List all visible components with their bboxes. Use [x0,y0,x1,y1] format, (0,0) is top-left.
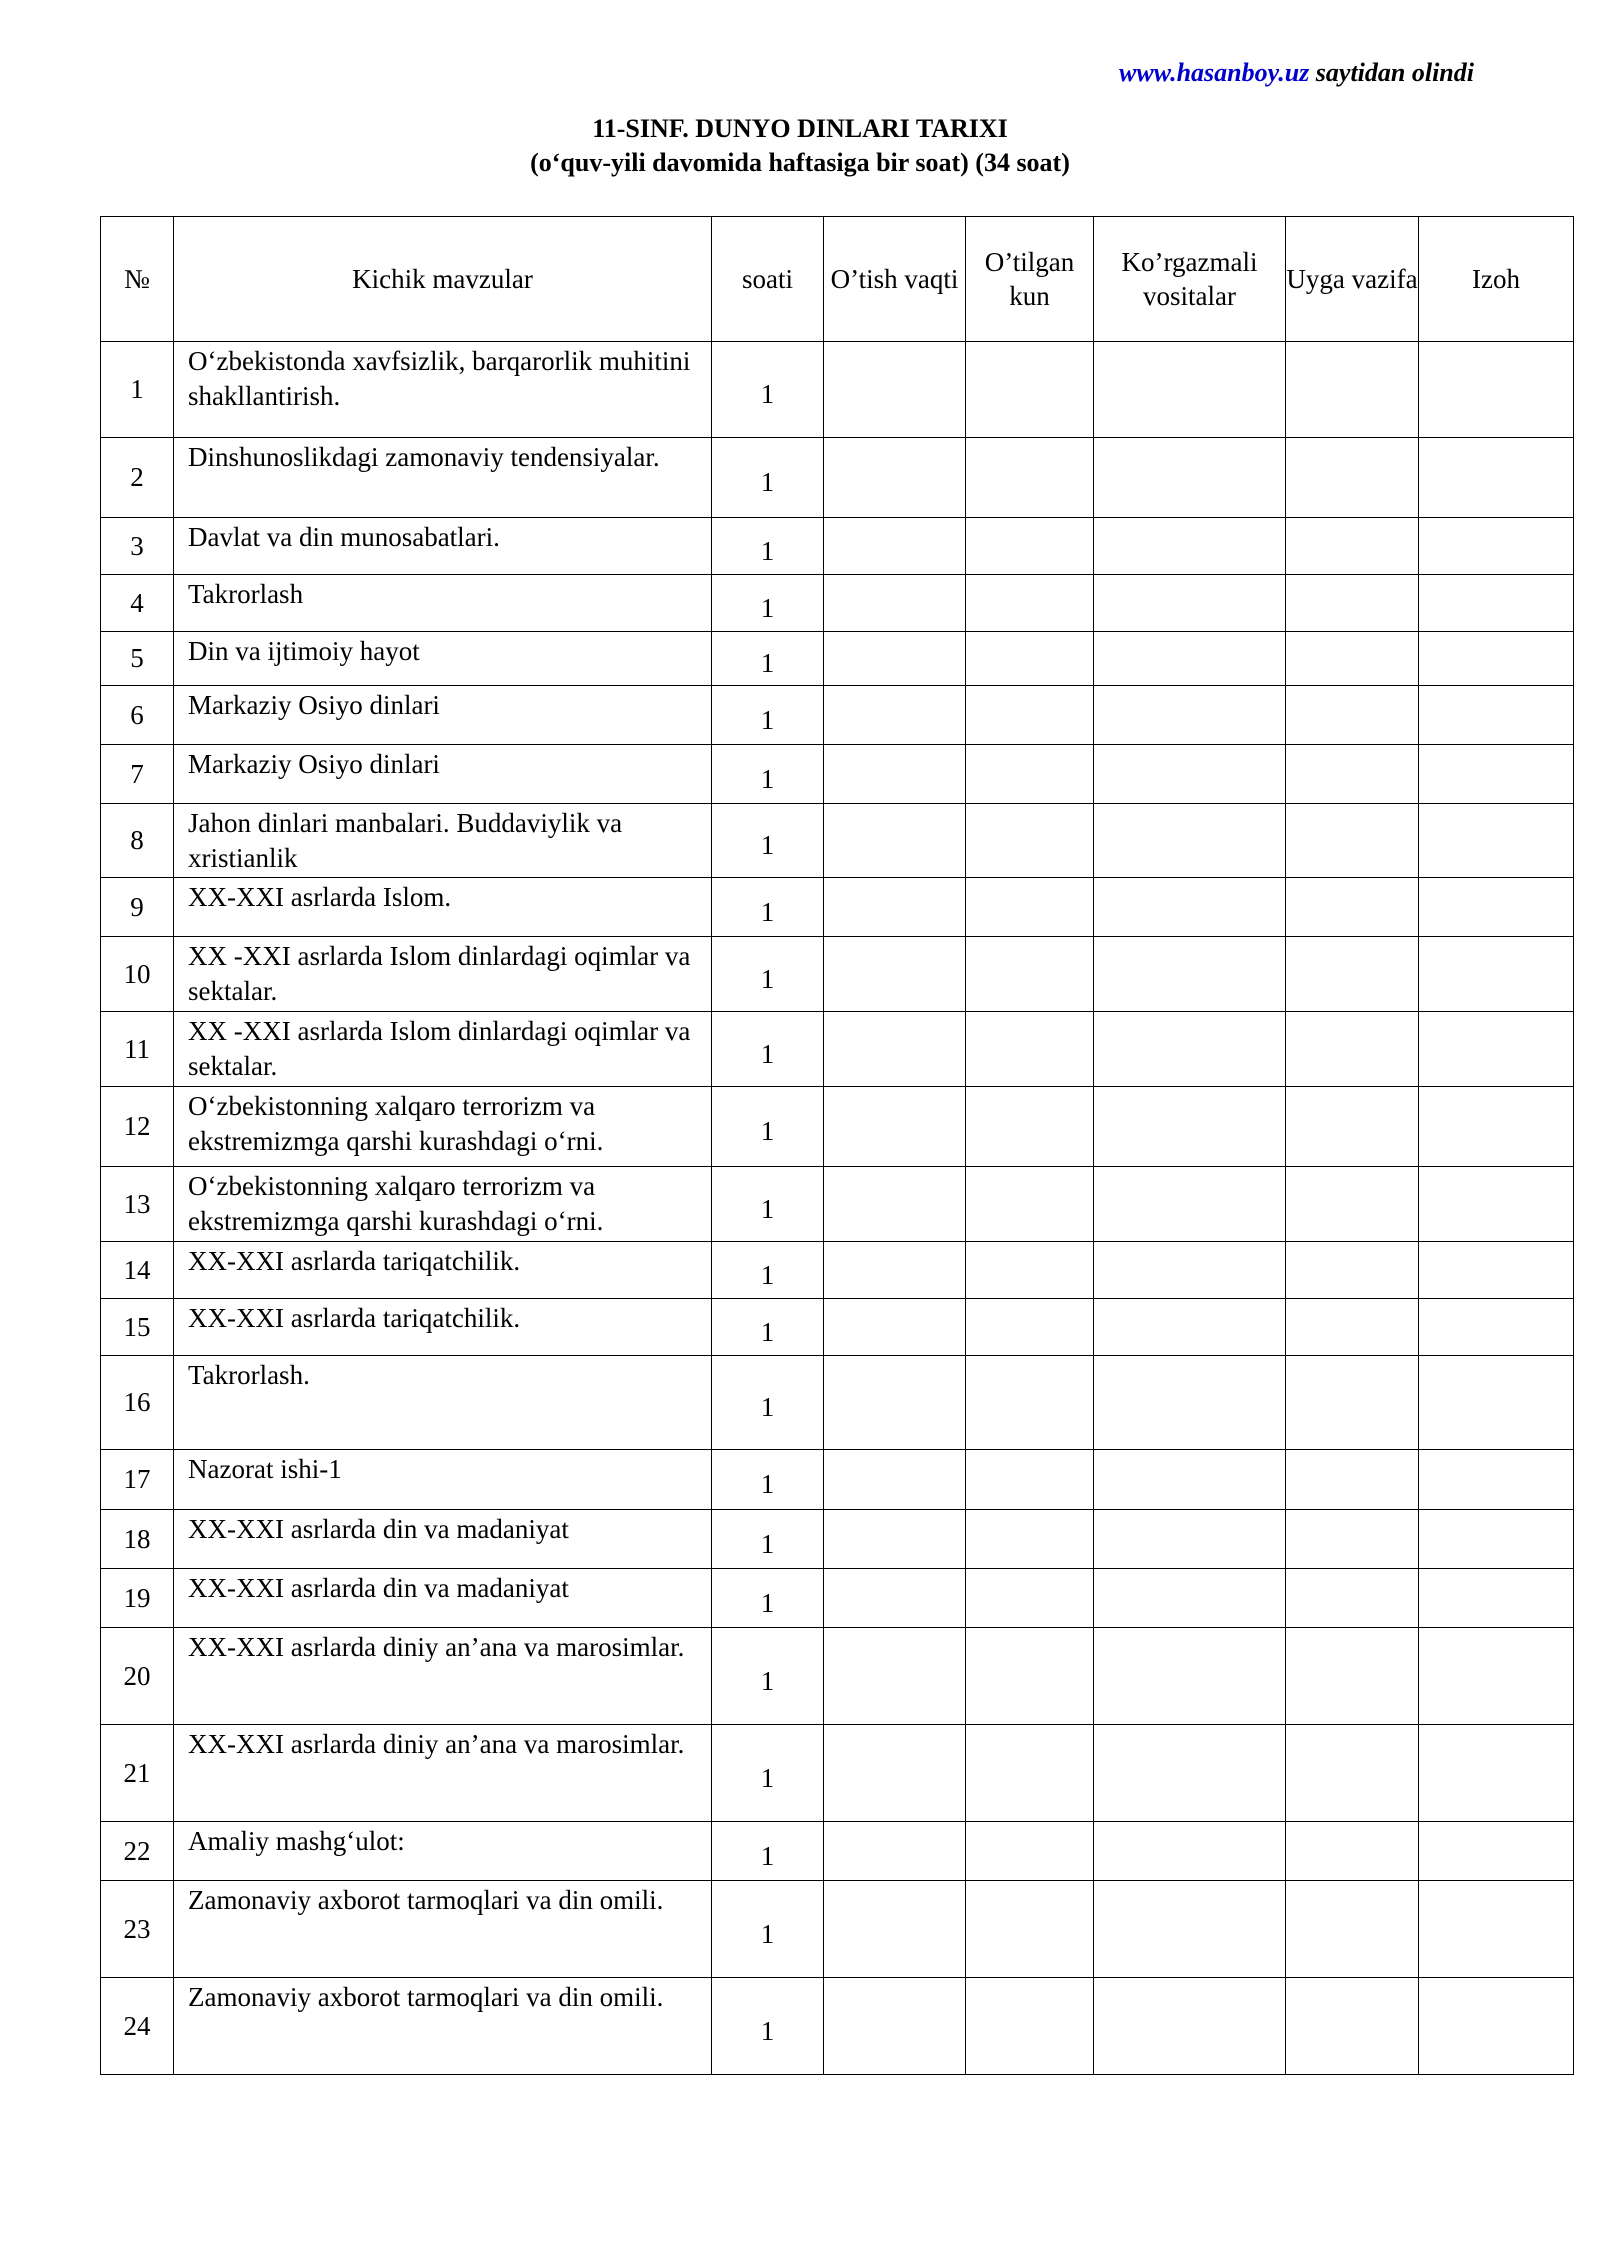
table-row [101,937,1574,1012]
table-row [101,575,1574,632]
table-row [101,1569,1574,1628]
row-topic: O‘zbekistonda xavfsizlik, barqarorlik muhitini shakllantirish. [174,342,712,438]
table-row [101,1628,1574,1725]
row-aids-cell [1094,1510,1286,1569]
row-hours: 1 [712,1628,824,1725]
row-time-cell [824,342,966,438]
row-number: 11 [101,1012,174,1087]
table-row [101,1822,1574,1881]
row-day-cell [966,632,1094,686]
header-aids: Ko’rgazmali vositalar [1094,217,1286,342]
row-time-cell [824,1822,966,1881]
row-day-cell [966,575,1094,632]
row-note-cell [1419,575,1574,632]
row-homework-cell [1286,1569,1419,1628]
row-day-cell [966,1242,1094,1299]
row-hours: 1 [712,1978,824,2075]
row-note-cell [1419,632,1574,686]
row-day-cell [966,438,1094,518]
row-day-cell [966,1510,1094,1569]
row-number: 23 [101,1881,174,1978]
table-row [101,1167,1574,1242]
row-number: 13 [101,1167,174,1242]
header-hours: soati [712,217,824,342]
header-time: O’tish vaqti [824,217,966,342]
row-aids-cell [1094,1087,1286,1167]
row-note-cell [1419,1242,1574,1299]
table-row [101,1012,1574,1087]
row-homework-cell [1286,1510,1419,1569]
row-aids-cell [1094,745,1286,804]
lesson-plan-table [100,216,1574,2075]
table-row [101,1978,1574,2075]
row-topic: XX-XXI asrlarda diniy an’ana va marosimlar. [174,1725,712,1822]
row-aids-cell [1094,342,1286,438]
row-number: 15 [101,1299,174,1356]
header-homework: Uyga vazifa [1286,217,1419,342]
row-hours: 1 [712,575,824,632]
row-day-cell [966,686,1094,745]
row-aids-cell [1094,1167,1286,1242]
row-number: 14 [101,1242,174,1299]
row-day-cell [966,1725,1094,1822]
row-topic: Dinshunoslikdagi zamonaviy tendensiyalar. [174,438,712,518]
row-number: 22 [101,1822,174,1881]
table-row [101,1242,1574,1299]
row-topic: O‘zbekistonning xalqaro terrorizm va ekstremizmga qarshi kurashdagi o‘rni. [174,1167,712,1242]
row-time-cell [824,1725,966,1822]
row-number: 21 [101,1725,174,1822]
row-topic: Zamonaviy axborot tarmoqlari va din omili. [174,1881,712,1978]
row-aids-cell [1094,878,1286,937]
table-row [101,1450,1574,1510]
table-row [101,438,1574,518]
row-aids-cell [1094,1628,1286,1725]
row-time-cell [824,518,966,575]
row-topic: Din va ijtimoiy hayot [174,632,712,686]
row-note-cell [1419,1012,1574,1087]
row-note-cell [1419,1510,1574,1569]
row-aids-cell [1094,518,1286,575]
row-topic: XX -XXI asrlarda Islom dinlardagi oqimlar va sektalar. [174,937,712,1012]
row-hours: 1 [712,745,824,804]
row-day-cell [966,1087,1094,1167]
row-note-cell [1419,1978,1574,2075]
row-note-cell [1419,342,1574,438]
row-day-cell [966,1881,1094,1978]
row-homework-cell [1286,937,1419,1012]
row-homework-cell [1286,342,1419,438]
row-note-cell [1419,1167,1574,1242]
table-row [101,632,1574,686]
row-number: 20 [101,1628,174,1725]
table-row [101,878,1574,937]
row-aids-cell [1094,1822,1286,1881]
row-note-cell [1419,1725,1574,1822]
row-time-cell [824,804,966,878]
row-note-cell [1419,518,1574,575]
row-homework-cell [1286,878,1419,937]
row-topic: XX-XXI asrlarda tariqatchilik. [174,1242,712,1299]
row-aids-cell [1094,575,1286,632]
row-hours: 1 [712,1087,824,1167]
row-day-cell [966,745,1094,804]
table-row [101,1510,1574,1569]
row-aids-cell [1094,1356,1286,1450]
row-aids-cell [1094,1242,1286,1299]
row-note-cell [1419,1087,1574,1167]
table-row [101,1087,1574,1167]
row-note-cell [1419,686,1574,745]
row-note-cell [1419,1299,1574,1356]
row-number: 4 [101,575,174,632]
row-topic: Davlat va din munosabatlari. [174,518,712,575]
row-topic: Takrorlash [174,575,712,632]
row-homework-cell [1286,1299,1419,1356]
row-hours: 1 [712,518,824,575]
row-note-cell [1419,438,1574,518]
row-topic: Takrorlash. [174,1356,712,1450]
row-day-cell [966,518,1094,575]
row-hours: 1 [712,1510,824,1569]
row-topic: O‘zbekistonning xalqaro terrorizm va ekstremizmga qarshi kurashdagi o‘rni. [174,1087,712,1167]
row-homework-cell [1286,1881,1419,1978]
row-homework-cell [1286,575,1419,632]
row-note-cell [1419,1356,1574,1450]
row-aids-cell [1094,1012,1286,1087]
title-line-2: (o‘quv-yili davomida haftasiga bir soat) (34 soat) [530,148,1070,177]
row-note-cell [1419,1569,1574,1628]
row-note-cell [1419,745,1574,804]
title-line-1: 11-SINF. DUNYO DINLARI TARIXI [592,114,1008,143]
row-time-cell [824,1881,966,1978]
table-row [101,1356,1574,1450]
table-row [101,804,1574,878]
row-aids-cell [1094,1450,1286,1510]
row-hours: 1 [712,342,824,438]
row-day-cell [966,1167,1094,1242]
row-aids-cell [1094,1299,1286,1356]
row-homework-cell [1286,632,1419,686]
row-number: 5 [101,632,174,686]
row-time-cell [824,1087,966,1167]
table-row [101,1725,1574,1822]
source-note [1119,58,1474,88]
row-note-cell [1419,1450,1574,1510]
row-homework-cell [1286,438,1419,518]
row-topic: XX-XXI asrlarda tariqatchilik. [174,1299,712,1356]
row-number: 16 [101,1356,174,1450]
row-homework-cell [1286,1822,1419,1881]
row-homework-cell [1286,1450,1419,1510]
row-note-cell [1419,937,1574,1012]
row-time-cell [824,1167,966,1242]
row-homework-cell [1286,1628,1419,1725]
row-day-cell [966,1978,1094,2075]
row-topic: XX-XXI asrlarda din va madaniyat [174,1510,712,1569]
row-hours: 1 [712,1167,824,1242]
row-homework-cell [1286,745,1419,804]
row-number: 7 [101,745,174,804]
row-time-cell [824,686,966,745]
row-time-cell [824,1242,966,1299]
row-topic: Markaziy Osiyo dinlari [174,745,712,804]
row-note-cell [1419,804,1574,878]
row-topic: Markaziy Osiyo dinlari [174,686,712,745]
row-time-cell [824,575,966,632]
row-homework-cell [1286,1242,1419,1299]
row-homework-cell [1286,518,1419,575]
row-hours: 1 [712,1569,824,1628]
row-homework-cell [1286,1356,1419,1450]
row-day-cell [966,1628,1094,1725]
table-row [101,518,1574,575]
row-number: 18 [101,1510,174,1569]
row-number: 1 [101,342,174,438]
row-topic: XX-XXI asrlarda Islom. [174,878,712,937]
row-aids-cell [1094,804,1286,878]
table-row [101,686,1574,745]
row-time-cell [824,1012,966,1087]
header-note: Izoh [1419,217,1574,342]
row-homework-cell [1286,1978,1419,2075]
row-time-cell [824,937,966,1012]
row-time-cell [824,1450,966,1510]
row-day-cell [966,804,1094,878]
row-hours: 1 [712,1725,824,1822]
row-number: 24 [101,1978,174,2075]
row-time-cell [824,1510,966,1569]
row-time-cell [824,1299,966,1356]
row-note-cell [1419,1822,1574,1881]
row-hours: 1 [712,1356,824,1450]
row-day-cell [966,1569,1094,1628]
row-hours: 1 [712,804,824,878]
source-site-link[interactable]: www.hasanboy.uz [1119,58,1310,87]
row-day-cell [966,1822,1094,1881]
row-topic: Nazorat ishi-1 [174,1450,712,1510]
source-note-suffix: saytidan olindi [1309,58,1474,87]
row-time-cell [824,1628,966,1725]
row-note-cell [1419,1628,1574,1725]
row-hours: 1 [712,1242,824,1299]
row-hours: 1 [712,632,824,686]
row-day-cell [966,937,1094,1012]
row-hours: 1 [712,878,824,937]
row-homework-cell [1286,1167,1419,1242]
table-row [101,1299,1574,1356]
row-note-cell [1419,1881,1574,1978]
row-aids-cell [1094,438,1286,518]
row-number: 19 [101,1569,174,1628]
row-day-cell [966,1450,1094,1510]
row-time-cell [824,438,966,518]
row-time-cell [824,1978,966,2075]
row-homework-cell [1286,804,1419,878]
row-aids-cell [1094,1569,1286,1628]
row-aids-cell [1094,1725,1286,1822]
row-homework-cell [1286,686,1419,745]
row-time-cell [824,745,966,804]
row-hours: 1 [712,937,824,1012]
row-topic: XX-XXI asrlarda din va madaniyat [174,1569,712,1628]
row-number: 2 [101,438,174,518]
header-num: № [101,217,174,342]
row-number: 10 [101,937,174,1012]
row-aids-cell [1094,937,1286,1012]
row-number: 12 [101,1087,174,1167]
row-topic: Amaliy mashg‘ulot: [174,1822,712,1881]
row-day-cell [966,1012,1094,1087]
row-day-cell [966,878,1094,937]
row-number: 6 [101,686,174,745]
row-hours: 1 [712,1450,824,1510]
row-hours: 1 [712,1012,824,1087]
row-aids-cell [1094,1881,1286,1978]
row-day-cell [966,1356,1094,1450]
row-time-cell [824,878,966,937]
row-number: 17 [101,1450,174,1510]
row-day-cell [966,1299,1094,1356]
row-topic: Zamonaviy axborot tarmoqlari va din omili. [174,1978,712,2075]
row-hours: 1 [712,1881,824,1978]
table-row [101,1881,1574,1978]
row-topic: Jahon dinlari manbalari. Buddaviylik va xristianlik [174,804,712,878]
row-time-cell [824,1356,966,1450]
row-aids-cell [1094,686,1286,745]
row-hours: 1 [712,1299,824,1356]
row-hours: 1 [712,1822,824,1881]
row-homework-cell [1286,1087,1419,1167]
row-note-cell [1419,878,1574,937]
row-number: 3 [101,518,174,575]
row-number: 8 [101,804,174,878]
row-hours: 1 [712,686,824,745]
row-time-cell [824,1569,966,1628]
table-row [101,745,1574,804]
row-time-cell [824,632,966,686]
document-title [0,112,1600,180]
row-topic: XX -XXI asrlarda Islom dinlardagi oqimlar va sektalar. [174,1012,712,1087]
table-row [101,342,1574,438]
row-homework-cell [1286,1012,1419,1087]
header-day: O’tilgan kun [966,217,1094,342]
row-aids-cell [1094,1978,1286,2075]
row-hours: 1 [712,438,824,518]
row-number: 9 [101,878,174,937]
row-topic: XX-XXI asrlarda diniy an’ana va marosimlar. [174,1628,712,1725]
header-topic: Kichik mavzular [174,217,712,342]
row-homework-cell [1286,1725,1419,1822]
row-aids-cell [1094,632,1286,686]
table-header-row [101,217,1574,342]
row-day-cell [966,342,1094,438]
